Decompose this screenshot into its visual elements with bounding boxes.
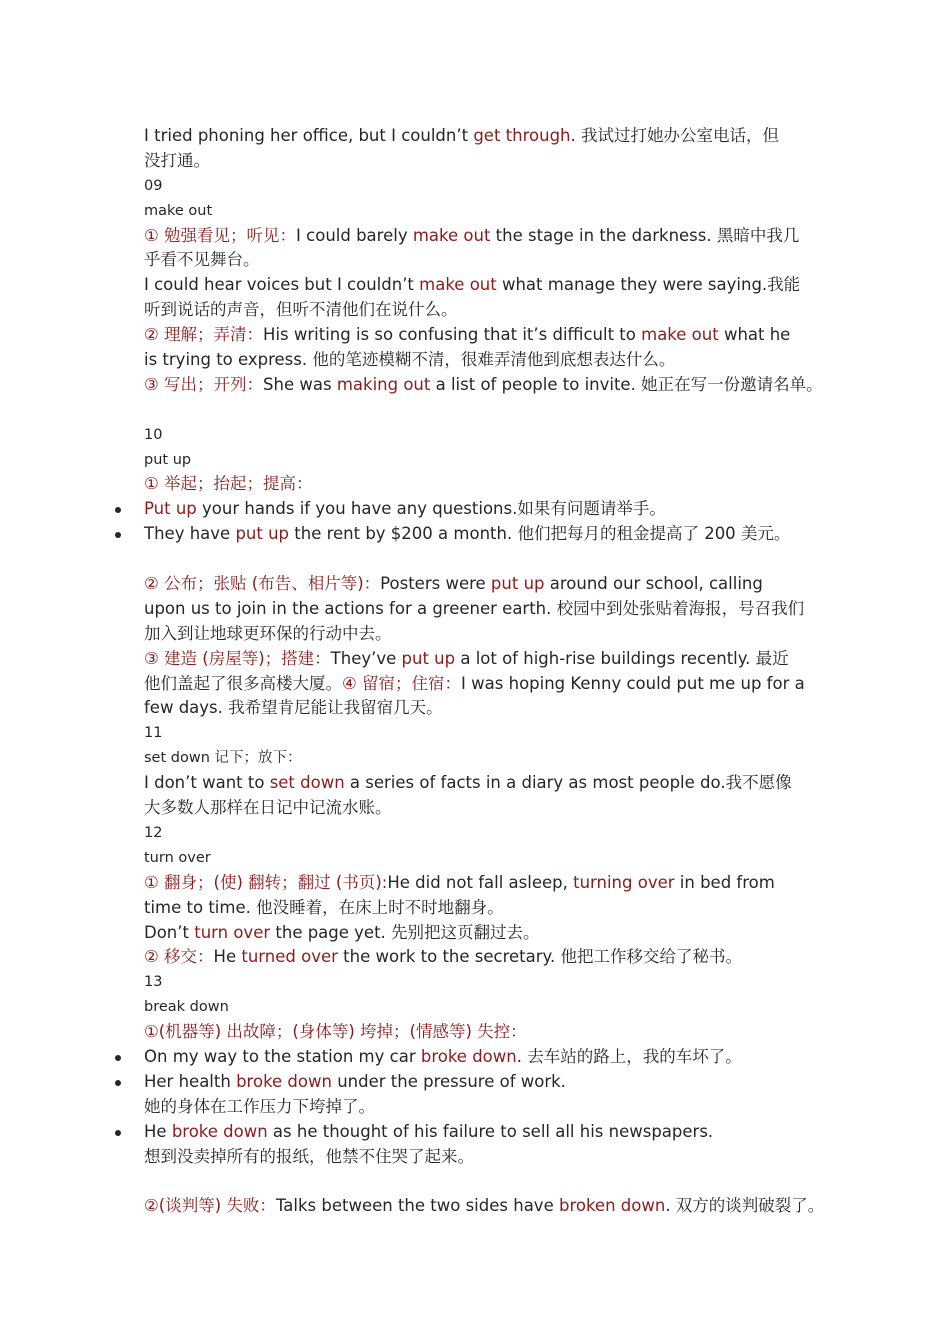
- highlighted-phrase: ①(机器等) 出故障；(身体等) 垮掉；(情感等) 失控：: [144, 1022, 527, 1042]
- heading-line: [144, 174, 834, 199]
- text-segment: a lot of high-rise buildings recently. 最近: [455, 648, 789, 668]
- heading-line: [144, 199, 834, 224]
- blank-line: [144, 398, 834, 423]
- text-line: [144, 248, 834, 273]
- text-segment: your hands if you have any questions.如果有问题请举手。: [196, 499, 666, 519]
- highlighted-phrase: put up: [401, 648, 456, 668]
- text-segment: the work to the secretary. 他把工作移交给了秘书。: [337, 947, 742, 967]
- text-segment: Posters were: [380, 574, 491, 594]
- bullet-item: [144, 1045, 834, 1070]
- text-segment: 11: [144, 725, 163, 742]
- text-segment: . 双方的谈判破裂了。: [665, 1196, 825, 1216]
- text-segment: They have: [144, 524, 236, 544]
- text-segment: His writing is so confusing that it’s difficult to: [263, 325, 642, 345]
- text-line: [144, 224, 834, 249]
- bullet-item: [144, 497, 834, 522]
- text-segment: . 去车站的路上，我的车坏了。: [516, 1046, 742, 1066]
- text-line: [144, 298, 834, 323]
- text-line: [144, 945, 834, 970]
- highlighted-phrase: ③ 建造 (房屋等)；搭建：: [144, 648, 331, 668]
- text-segment: I could hear voices but I couldn’t: [144, 275, 420, 295]
- highlighted-phrase: ②(谈判等) 失败：: [144, 1196, 276, 1216]
- text-line: [144, 622, 834, 647]
- text-line: [144, 1194, 834, 1219]
- text-segment: 12: [144, 824, 163, 841]
- text-segment: the page yet. 先别把这页翻过去。: [270, 922, 540, 942]
- text-segment: I was hoping Kenny could put me up for a: [461, 673, 805, 693]
- bullet-icon: [115, 532, 121, 538]
- text-segment: I don’t want to: [144, 773, 270, 793]
- highlighted-phrase: put up: [235, 524, 290, 544]
- highlighted-phrase: broke down: [420, 1046, 517, 1066]
- heading-line: [144, 995, 834, 1020]
- text-segment: is trying to express. 他的笔迹模糊不清，很难弄清他到底想表达什么。: [144, 350, 676, 370]
- highlighted-phrase: ② 移交：: [144, 947, 214, 967]
- highlighted-phrase: make out: [419, 275, 497, 295]
- highlighted-phrase: put up: [490, 574, 545, 594]
- text-line: [144, 771, 834, 796]
- highlighted-phrase: make out: [412, 225, 491, 245]
- text-segment: around our school, calling: [544, 574, 763, 594]
- text-segment: break down: [144, 999, 229, 1016]
- text-segment: 13: [144, 974, 163, 991]
- highlighted-phrase: making out: [336, 374, 431, 394]
- text-segment: 大多数人那样在日记中记流水账。: [144, 798, 392, 818]
- text-segment: 他们盖起了很多高楼大厦。: [144, 673, 342, 693]
- text-segment: . 我试过打她办公室电话，但: [570, 126, 779, 145]
- text-line: [144, 124, 834, 149]
- text-segment: 想到没卖掉所有的报纸，他禁不住哭了起来。: [144, 1146, 474, 1166]
- highlighted-phrase: broke down: [236, 1071, 332, 1091]
- text-line: [144, 672, 834, 697]
- text-segment: as he thought of his failure to sell all his newspapers.: [267, 1121, 714, 1141]
- bullet-item: [144, 1120, 834, 1145]
- text-segment: Her health: [144, 1071, 237, 1091]
- text-line: [144, 472, 834, 497]
- heading-line: [144, 970, 834, 995]
- heading-line: [144, 846, 834, 871]
- highlighted-phrase: Put up: [144, 499, 197, 519]
- highlighted-phrase: broken down: [558, 1196, 666, 1216]
- text-line: [144, 1095, 834, 1120]
- bullet-icon: [115, 1055, 121, 1061]
- highlighted-phrase: ② 公布；张贴 (布告、相片等)：: [144, 574, 381, 594]
- highlighted-phrase: set down: [269, 773, 345, 793]
- text-segment: in bed from: [674, 872, 775, 892]
- highlighted-phrase: turning over: [573, 872, 675, 892]
- text-segment: He: [213, 947, 242, 967]
- text-segment: what manage they were saying.我能: [496, 275, 801, 295]
- text-segment: put up: [144, 451, 192, 468]
- text-line: [144, 572, 834, 597]
- text-segment: He did not fall asleep,: [387, 872, 574, 892]
- text-segment: 她的身体在工作压力下垮掉了。: [144, 1096, 375, 1116]
- text-segment: 乎看不见舞台。: [144, 250, 260, 270]
- text-line: [144, 1145, 834, 1170]
- text-line: [144, 373, 834, 398]
- bullet-icon: [115, 1080, 121, 1086]
- text-segment: I tried phoning her office, but I couldn’t: [144, 126, 474, 145]
- text-segment: few days. 我希望肯尼能让我留宿几天。: [144, 698, 443, 718]
- text-segment: 加入到让地球更环保的行动中去。: [144, 623, 392, 643]
- text-segment: 听到说话的声音，但听不清他们在说什么。: [144, 300, 458, 320]
- highlighted-phrase: ① 翻身；(使) 翻转；翻过 (书页):: [144, 872, 388, 892]
- heading-line: [144, 423, 834, 448]
- text-line: [144, 647, 834, 672]
- highlighted-phrase: get through: [473, 126, 571, 145]
- highlighted-phrase: make out: [641, 325, 719, 345]
- text-line: [144, 323, 834, 348]
- text-segment: set down 记下；放下：: [144, 750, 302, 767]
- document-page: [144, 124, 834, 1219]
- heading-line: [144, 721, 834, 746]
- text-line: [144, 348, 834, 373]
- highlighted-phrase: ① 勉强看见；听见：: [144, 225, 297, 245]
- text-segment: the rent by $200 a month. 他们把每月的租金提高了 200 美元。: [289, 524, 791, 544]
- blank-line: [144, 547, 834, 572]
- bullet-item: [144, 1070, 834, 1095]
- text-segment: a series of facts in a diary as most people do.我不愿像: [344, 773, 792, 793]
- text-line: [144, 796, 834, 821]
- text-segment: upon us to join in the actions for a greener earth. 校园中到处张贴着海报，号召我们: [144, 598, 805, 618]
- bullet-icon: [115, 1130, 121, 1136]
- text-line: [144, 871, 834, 896]
- heading-line: [144, 746, 834, 771]
- text-segment: under the pressure of work.: [331, 1071, 566, 1091]
- highlighted-phrase: ③ 写出；开列：: [144, 374, 264, 394]
- text-line: [144, 896, 834, 921]
- text-segment: On my way to the station my car: [144, 1046, 421, 1066]
- text-line: [144, 1020, 834, 1045]
- highlighted-phrase: ① 举起；抬起；提高：: [144, 474, 313, 494]
- text-line: [144, 921, 834, 946]
- text-segment: the stage in the darkness. 黑暗中我几: [490, 225, 800, 245]
- bullet-item: [144, 522, 834, 547]
- highlighted-phrase: turned over: [241, 947, 338, 967]
- text-segment: He: [144, 1121, 172, 1141]
- bullet-icon: [115, 507, 121, 513]
- text-segment: Don’t: [144, 922, 195, 942]
- text-segment: make out: [144, 202, 213, 219]
- text-line: [144, 149, 834, 174]
- text-line: [144, 273, 834, 298]
- text-segment: She was: [263, 374, 337, 394]
- text-line: [144, 597, 834, 622]
- text-segment: 没打通。: [144, 150, 210, 170]
- text-segment: Talks between the two sides have: [275, 1196, 559, 1216]
- highlighted-phrase: ② 理解；弄清：: [144, 325, 264, 345]
- text-line: [144, 696, 834, 721]
- text-segment: 10: [144, 426, 163, 443]
- highlighted-phrase: ④ 留宿；住宿：: [342, 673, 462, 693]
- text-segment: a list of people to invite. 她正在写一份邀请名单。: [430, 374, 823, 394]
- text-segment: They’ve: [330, 648, 402, 668]
- highlighted-phrase: broke down: [171, 1121, 268, 1141]
- heading-line: [144, 821, 834, 846]
- text-segment: time to time. 他没睡着，在床上时不时地翻身。: [144, 897, 504, 917]
- text-segment: I could barely: [296, 225, 413, 245]
- heading-line: [144, 448, 834, 473]
- text-segment: what he: [718, 325, 791, 345]
- text-segment: 09: [144, 177, 163, 194]
- blank-line: [144, 1169, 834, 1194]
- text-segment: turn over: [144, 849, 211, 866]
- highlighted-phrase: turn over: [194, 922, 271, 942]
